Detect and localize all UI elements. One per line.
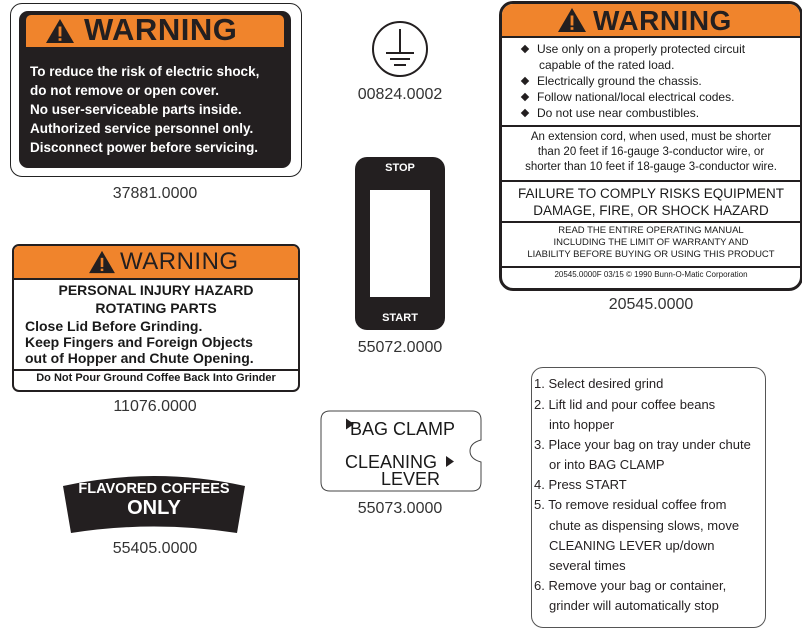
warning-triangle-icon <box>557 7 587 33</box>
bullet-continuation: capable of the rated load. <box>539 58 675 72</box>
bullet-item: Electrically ground the chassis. <box>522 74 702 88</box>
divider <box>502 221 800 223</box>
instruction-continuation: grinder will automatically stop <box>549 598 719 613</box>
warning-line: No user-serviceable parts inside. <box>30 102 242 117</box>
hazard-instruction: Keep Fingers and Foreign Objects <box>25 334 253 350</box>
warning-triangle-icon <box>45 18 75 44</box>
divider <box>502 266 800 268</box>
warning-body-text <box>30 62 288 157</box>
instruction-continuation: several times <box>549 558 626 573</box>
instruction-continuation: into hopper <box>549 417 615 432</box>
divider <box>502 125 800 127</box>
warning-label-electrical <box>499 1 802 291</box>
bullet-item: Follow national/local electrical codes. <box>522 90 734 104</box>
instruction-step: 6. Remove your bag or container, <box>534 578 727 593</box>
part-number: 55405.0000 <box>112 540 198 557</box>
warning-label-injury-hazard <box>12 244 300 392</box>
start-text: START <box>382 312 418 324</box>
manual-notice-text: READ THE ENTIRE OPERATING MANUAL INCLUDING THE LIMIT OF WARRANTY AND LIABILITY BEFORE BUYING OR USING THIS PRODUCT <box>527 225 775 260</box>
ground-symbol-icon <box>371 20 429 78</box>
warning-triangle-icon <box>88 250 116 274</box>
warning-line: Disconnect power before servicing. <box>30 140 259 155</box>
stop-text: STOP <box>385 162 415 174</box>
switch-window <box>370 190 430 297</box>
warning-line: do not remove or open cover. <box>30 83 220 98</box>
bullet-item: Use only on a properly protected circuit <box>522 42 745 56</box>
hazard-instruction: out of Hopper and Chute Opening. <box>25 350 254 366</box>
part-number: 20545.0000 <box>608 296 694 313</box>
lever-text: LEVER <box>381 469 441 489</box>
diamond-bullet-icon <box>521 45 529 53</box>
extension-cord-text: An extension cord, when used, must be shorter than 20 feet if 16-gauge 3-conductor wire, or shorter than 10 feet if 18-gauge 3-conductor wire. <box>525 131 777 173</box>
instruction-continuation: or into BAG CLAMP <box>549 457 665 472</box>
part-number: 00824.0002 <box>357 86 443 103</box>
warning-line: To reduce the risk of electric shock, <box>30 64 260 79</box>
instruction-step: 1. Select desired grind <box>534 376 664 391</box>
diamond-bullet-icon <box>521 109 529 117</box>
grinder-instructions-label <box>531 367 766 628</box>
divider <box>14 369 298 371</box>
part-number: 37881.0000 <box>112 185 198 202</box>
instruction-step: 4. Press START <box>534 477 627 492</box>
hazard-subtitle: ROTATING PARTS <box>95 300 217 316</box>
failure-warning-text: FAILURE TO COMPLY RISKS EQUIPMENT DAMAGE, FIRE, OR SHOCK HAZARD <box>517 186 785 218</box>
warning-heading: WARNING <box>593 5 732 36</box>
warning-line: Authorized service personnel only. <box>30 121 254 136</box>
instruction-continuation: CLEANING LEVER up/down <box>549 538 715 553</box>
instruction-continuation: chute as dispensing slows, move <box>549 518 740 533</box>
flavored-coffees-text: FLAVORED COFFEES <box>78 481 230 497</box>
part-number: 55073.0000 <box>357 500 443 517</box>
divider <box>502 180 800 182</box>
instruction-step: 3. Place your bag on tray under chute <box>534 437 751 452</box>
label-footer: 20545.0000F 03/15 © 1990 Bunn-O-Matic Corporation <box>554 270 748 279</box>
stop-start-switch-label <box>355 157 445 330</box>
instruction-step: 5. To remove residual coffee from <box>534 497 727 512</box>
diamond-bullet-icon <box>521 93 529 101</box>
hazard-instruction: Close Lid Before Grinding. <box>25 318 203 334</box>
part-number: 55072.0000 <box>357 339 443 356</box>
only-text: ONLY <box>127 497 181 519</box>
bag-clamp-text: BAG CLAMP <box>350 419 456 439</box>
warning-heading: WARNING <box>84 12 238 47</box>
label-footer: Do Not Pour Ground Coffee Back Into Grinder <box>36 372 276 384</box>
hazard-title: PERSONAL INJURY HAZARD <box>58 282 254 298</box>
part-number: 11076.0000 <box>113 398 197 415</box>
warning-heading: WARNING <box>120 248 239 275</box>
diamond-bullet-icon <box>521 77 529 85</box>
cleaning-text: CLEANING <box>345 452 438 472</box>
bullet-item: Do not use near combustibles. <box>522 106 699 120</box>
instruction-step: 2. Lift lid and pour coffee beans <box>534 397 716 412</box>
